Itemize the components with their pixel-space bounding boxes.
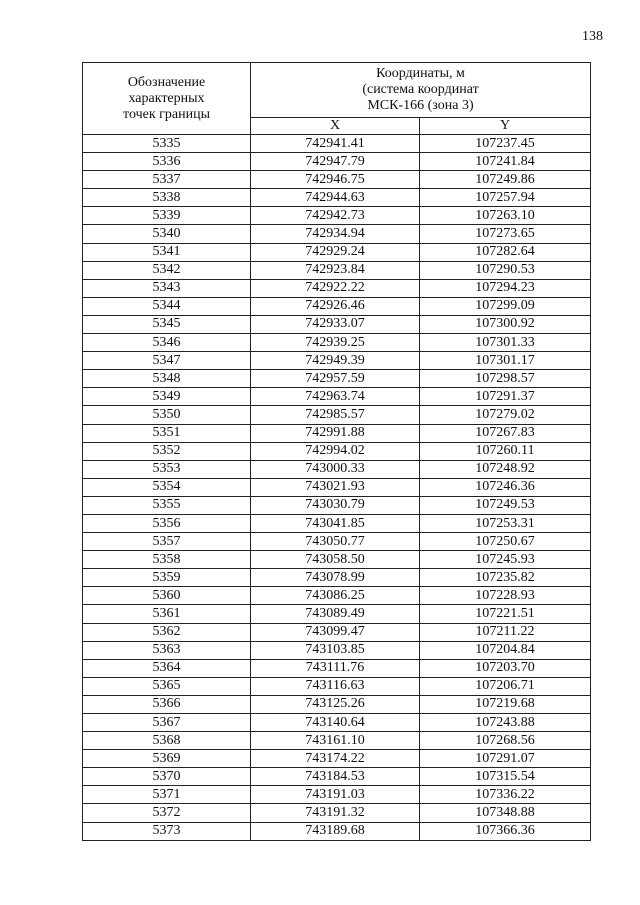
point-id-cell: 5349	[83, 388, 251, 406]
y-coordinate-cell: 107301.33	[420, 334, 591, 352]
table-row	[83, 279, 591, 297]
header-coordinates: Координаты, м (система координат МСК-166 (зона 3)	[251, 63, 591, 118]
point-id-cell: 5358	[83, 551, 251, 569]
point-id-cell: 5339	[83, 207, 251, 225]
table-row	[83, 261, 591, 279]
table-row	[83, 641, 591, 659]
y-coordinate-cell: 107235.82	[420, 569, 591, 587]
table-row	[83, 822, 591, 840]
table-row	[83, 496, 591, 514]
table-row	[83, 677, 591, 695]
table-body	[83, 135, 591, 841]
x-coordinate-cell: 743174.22	[251, 750, 420, 768]
x-coordinate-cell: 742933.07	[251, 315, 420, 333]
table-row	[83, 334, 591, 352]
x-coordinate-cell: 742949.39	[251, 352, 420, 370]
table-row	[83, 243, 591, 261]
table-row	[83, 804, 591, 822]
table-row	[83, 786, 591, 804]
point-id-cell: 5343	[83, 279, 251, 297]
point-id-cell: 5340	[83, 225, 251, 243]
point-id-cell: 5345	[83, 315, 251, 333]
x-coordinate-cell: 742934.94	[251, 225, 420, 243]
y-coordinate-cell: 107273.65	[420, 225, 591, 243]
header-y: Y	[420, 118, 591, 135]
y-coordinate-cell: 107245.93	[420, 551, 591, 569]
table-row	[83, 695, 591, 713]
point-id-cell: 5346	[83, 334, 251, 352]
point-id-cell: 5359	[83, 569, 251, 587]
table-row	[83, 659, 591, 677]
x-coordinate-cell: 743058.50	[251, 551, 420, 569]
x-coordinate-cell: 742985.57	[251, 406, 420, 424]
table-row	[83, 533, 591, 551]
point-id-cell: 5373	[83, 822, 251, 840]
y-coordinate-cell: 107248.92	[420, 460, 591, 478]
point-id-cell: 5369	[83, 750, 251, 768]
coordinates-table	[82, 62, 591, 841]
point-id-cell: 5351	[83, 424, 251, 442]
point-id-cell: 5352	[83, 442, 251, 460]
table-row	[83, 153, 591, 171]
x-coordinate-cell: 742942.73	[251, 207, 420, 225]
point-id-cell: 5356	[83, 514, 251, 532]
x-coordinate-cell: 743078.99	[251, 569, 420, 587]
x-coordinate-cell: 743030.79	[251, 496, 420, 514]
x-coordinate-cell: 742944.63	[251, 189, 420, 207]
y-coordinate-cell: 107257.94	[420, 189, 591, 207]
table-row	[83, 514, 591, 532]
x-coordinate-cell: 742963.74	[251, 388, 420, 406]
x-coordinate-cell: 742929.24	[251, 243, 420, 261]
x-coordinate-cell: 742941.41	[251, 135, 420, 153]
point-id-cell: 5338	[83, 189, 251, 207]
table-row	[83, 225, 591, 243]
y-coordinate-cell: 107267.83	[420, 424, 591, 442]
x-coordinate-cell: 742922.22	[251, 279, 420, 297]
y-coordinate-cell: 107290.53	[420, 261, 591, 279]
y-coordinate-cell: 107298.57	[420, 370, 591, 388]
point-id-cell: 5353	[83, 460, 251, 478]
y-coordinate-cell: 107250.67	[420, 533, 591, 551]
y-coordinate-cell: 107211.22	[420, 623, 591, 641]
table-row	[83, 768, 591, 786]
point-id-cell: 5357	[83, 533, 251, 551]
y-coordinate-cell: 107206.71	[420, 677, 591, 695]
table-row	[83, 623, 591, 641]
x-coordinate-cell: 743189.68	[251, 822, 420, 840]
point-id-cell: 5363	[83, 641, 251, 659]
y-coordinate-cell: 107299.09	[420, 297, 591, 315]
x-coordinate-cell: 743041.85	[251, 514, 420, 532]
x-coordinate-cell: 743116.63	[251, 677, 420, 695]
point-id-cell: 5335	[83, 135, 251, 153]
point-id-cell: 5347	[83, 352, 251, 370]
table-row	[83, 714, 591, 732]
table-row	[83, 732, 591, 750]
y-coordinate-cell: 107348.88	[420, 804, 591, 822]
y-coordinate-cell: 107243.88	[420, 714, 591, 732]
x-coordinate-cell: 742957.59	[251, 370, 420, 388]
header-point-designation: Обозначение характерных точек границы	[83, 63, 251, 135]
table-row	[83, 460, 591, 478]
table-header-row	[83, 63, 591, 118]
table-row	[83, 442, 591, 460]
point-id-cell: 5367	[83, 714, 251, 732]
y-coordinate-cell: 107366.36	[420, 822, 591, 840]
y-coordinate-cell: 107228.93	[420, 587, 591, 605]
y-coordinate-cell: 107279.02	[420, 406, 591, 424]
table-row	[83, 315, 591, 333]
point-id-cell: 5365	[83, 677, 251, 695]
y-coordinate-cell: 107246.36	[420, 478, 591, 496]
x-coordinate-cell: 742994.02	[251, 442, 420, 460]
y-coordinate-cell: 107291.07	[420, 750, 591, 768]
point-id-cell: 5355	[83, 496, 251, 514]
x-coordinate-cell: 743161.10	[251, 732, 420, 750]
point-id-cell: 5350	[83, 406, 251, 424]
y-coordinate-cell: 107268.56	[420, 732, 591, 750]
y-coordinate-cell: 107336.22	[420, 786, 591, 804]
y-coordinate-cell: 107300.92	[420, 315, 591, 333]
y-coordinate-cell: 107203.70	[420, 659, 591, 677]
y-coordinate-cell: 107282.64	[420, 243, 591, 261]
table-row	[83, 297, 591, 315]
point-id-cell: 5336	[83, 153, 251, 171]
point-id-cell: 5368	[83, 732, 251, 750]
y-coordinate-cell: 107291.37	[420, 388, 591, 406]
table-row	[83, 551, 591, 569]
y-coordinate-cell: 107241.84	[420, 153, 591, 171]
table-row	[83, 370, 591, 388]
x-coordinate-cell: 743103.85	[251, 641, 420, 659]
point-id-cell: 5361	[83, 605, 251, 623]
table-row	[83, 569, 591, 587]
table-row	[83, 189, 591, 207]
table-row	[83, 587, 591, 605]
table-row	[83, 171, 591, 189]
point-id-cell: 5344	[83, 297, 251, 315]
x-coordinate-cell: 742926.46	[251, 297, 420, 315]
table-row	[83, 478, 591, 496]
y-coordinate-cell: 107237.45	[420, 135, 591, 153]
x-coordinate-cell: 743000.33	[251, 460, 420, 478]
x-coordinate-cell: 743125.26	[251, 695, 420, 713]
point-id-cell: 5342	[83, 261, 251, 279]
table-row	[83, 388, 591, 406]
x-coordinate-cell: 743089.49	[251, 605, 420, 623]
x-coordinate-cell: 742946.75	[251, 171, 420, 189]
point-id-cell: 5337	[83, 171, 251, 189]
y-coordinate-cell: 107249.86	[420, 171, 591, 189]
table-row	[83, 135, 591, 153]
x-coordinate-cell: 743191.03	[251, 786, 420, 804]
y-coordinate-cell: 107294.23	[420, 279, 591, 297]
point-id-cell: 5364	[83, 659, 251, 677]
y-coordinate-cell: 107249.53	[420, 496, 591, 514]
x-coordinate-cell: 743021.93	[251, 478, 420, 496]
point-id-cell: 5366	[83, 695, 251, 713]
x-coordinate-cell: 742947.79	[251, 153, 420, 171]
page-number: 138	[582, 29, 603, 44]
header-x: X	[251, 118, 420, 135]
x-coordinate-cell: 743099.47	[251, 623, 420, 641]
x-coordinate-cell: 743184.53	[251, 768, 420, 786]
table-row	[83, 605, 591, 623]
table-row	[83, 207, 591, 225]
y-coordinate-cell: 107260.11	[420, 442, 591, 460]
x-coordinate-cell: 743086.25	[251, 587, 420, 605]
table-row	[83, 750, 591, 768]
point-id-cell: 5360	[83, 587, 251, 605]
point-id-cell: 5341	[83, 243, 251, 261]
y-coordinate-cell: 107221.51	[420, 605, 591, 623]
point-id-cell: 5354	[83, 478, 251, 496]
x-coordinate-cell: 743050.77	[251, 533, 420, 551]
x-coordinate-cell: 742939.25	[251, 334, 420, 352]
table-row	[83, 352, 591, 370]
x-coordinate-cell: 743140.64	[251, 714, 420, 732]
y-coordinate-cell: 107219.68	[420, 695, 591, 713]
point-id-cell: 5348	[83, 370, 251, 388]
table-row	[83, 406, 591, 424]
y-coordinate-cell: 107204.84	[420, 641, 591, 659]
point-id-cell: 5370	[83, 768, 251, 786]
point-id-cell: 5362	[83, 623, 251, 641]
point-id-cell: 5371	[83, 786, 251, 804]
x-coordinate-cell: 742923.84	[251, 261, 420, 279]
y-coordinate-cell: 107263.10	[420, 207, 591, 225]
y-coordinate-cell: 107315.54	[420, 768, 591, 786]
x-coordinate-cell: 742991.88	[251, 424, 420, 442]
x-coordinate-cell: 743111.76	[251, 659, 420, 677]
y-coordinate-cell: 107253.31	[420, 514, 591, 532]
table-row	[83, 424, 591, 442]
point-id-cell: 5372	[83, 804, 251, 822]
x-coordinate-cell: 743191.32	[251, 804, 420, 822]
y-coordinate-cell: 107301.17	[420, 352, 591, 370]
